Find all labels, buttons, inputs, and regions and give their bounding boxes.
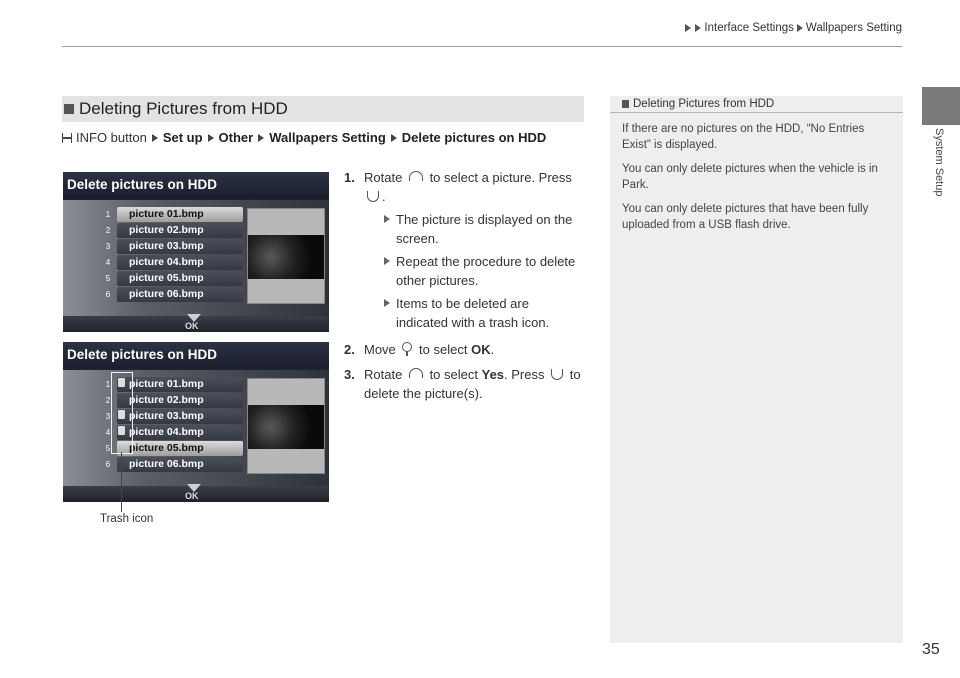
step-note (384, 210, 584, 248)
screenshot-delete-pictures-2 (63, 342, 329, 502)
step-note (384, 252, 584, 290)
step-text-part: Move (364, 342, 396, 357)
step-text-part: . Press (504, 367, 545, 382)
callout-line (121, 452, 122, 512)
note-text: The picture is displayed on the screen. (396, 212, 573, 246)
item-label: picture 02.bmp (117, 223, 243, 238)
item-number: 3 (105, 411, 111, 421)
triangle-right-icon (208, 134, 214, 142)
step-text-part: Rotate (364, 170, 403, 185)
enter-button-icon (551, 369, 563, 380)
step-1 (344, 168, 584, 334)
triangle-right-icon (391, 134, 397, 142)
step-number: 2. (344, 342, 355, 357)
item-number: 1 (105, 209, 111, 219)
triangle-right-icon (695, 24, 701, 32)
section-title: Deleting Pictures from HDD (79, 99, 288, 118)
side-chapter-label: System Setup (933, 128, 945, 197)
page-number: 35 (922, 641, 940, 658)
breadcrumb (684, 22, 902, 34)
path-item: Wallpapers Setting (269, 130, 386, 145)
square-bullet-icon (64, 104, 74, 114)
screen-frame (63, 200, 329, 332)
step-3 (344, 365, 584, 403)
step-2 (344, 340, 584, 359)
note-divider (610, 112, 903, 113)
interface-dial-icon (409, 171, 423, 181)
note-marker-icon (622, 100, 629, 108)
step-text-part: to select (429, 367, 478, 382)
step-text-part: . (382, 189, 386, 204)
item-label: picture 06.bmp (117, 457, 243, 472)
step-text-part: to select (419, 342, 468, 357)
step-number: 3. (344, 367, 355, 382)
item-number: 2 (105, 225, 111, 235)
step-text-part: . (490, 342, 495, 357)
item-number: 1 (105, 379, 111, 389)
triangle-right-icon (384, 299, 390, 307)
breadcrumb-item: Interface Settings (704, 22, 794, 34)
list-item[interactable] (99, 238, 243, 254)
ok-label: OK (471, 342, 491, 357)
path-item: Other (218, 130, 254, 145)
preview-image (248, 235, 324, 279)
note-text: Repeat the procedure to delete other pictures. (396, 254, 576, 288)
item-label: picture 05.bmp (117, 271, 243, 286)
side-tab-marker (922, 87, 960, 125)
item-number: 5 (105, 443, 111, 453)
note-paragraph: You can only delete pictures that have been fully uploaded from a USB flash drive. (622, 203, 869, 231)
step-text-part: Rotate (364, 367, 403, 382)
step-text-part: to delete the picture(s). (364, 367, 581, 401)
list-item[interactable] (99, 286, 243, 302)
item-label: picture 03.bmp (117, 239, 243, 254)
menu-path (62, 128, 584, 147)
item-label: picture 05.bmp (117, 441, 243, 456)
preview-image (248, 405, 324, 449)
item-number: 4 (105, 427, 111, 437)
move-stick-icon (402, 342, 412, 352)
note-paragraph: You can only delete pictures when the vehicle is in Park. (622, 163, 878, 191)
item-label: picture 06.bmp (117, 287, 243, 302)
ok-button[interactable]: OK (185, 491, 199, 501)
list-item[interactable] (99, 206, 243, 222)
item-label: picture 04.bmp (117, 255, 243, 270)
interface-dial-icon (409, 368, 423, 378)
item-number: 3 (105, 241, 111, 251)
screen-frame (63, 370, 329, 502)
triangle-right-icon (685, 24, 691, 32)
trash-icon-highlight (111, 372, 133, 454)
item-number: 2 (105, 395, 111, 405)
item-number: 4 (105, 257, 111, 267)
home-icon (62, 133, 72, 143)
step-text (364, 168, 584, 334)
section-heading (62, 96, 584, 122)
header-divider (62, 46, 902, 47)
side-note-panel (610, 96, 903, 643)
step-text (364, 365, 584, 403)
ok-bar (63, 486, 329, 502)
item-label: picture 01.bmp (117, 377, 243, 392)
picture-preview (247, 378, 325, 474)
item-number: 5 (105, 273, 111, 283)
note-heading (610, 96, 903, 112)
item-label: picture 04.bmp (117, 425, 243, 440)
step-text-part: to select a picture. Press (429, 170, 572, 185)
triangle-right-icon (258, 134, 264, 142)
trash-icon-caption: Trash icon (100, 513, 154, 525)
path-item: Delete pictures on HDD (401, 130, 547, 145)
screenshot-delete-pictures-1 (63, 172, 329, 332)
picture-preview (247, 208, 325, 304)
screen-title: Delete pictures on HDD (63, 172, 329, 198)
note-text: Items to be deleted are indicated with a trash icon. (396, 296, 550, 330)
enter-button-icon (367, 191, 379, 202)
note-paragraph: If there are no pictures on the HDD, “No Entries Exist” is displayed. (622, 123, 865, 151)
triangle-right-icon (797, 24, 803, 32)
triangle-right-icon (384, 215, 390, 223)
step-text (364, 340, 584, 359)
item-label: picture 03.bmp (117, 409, 243, 424)
list-item[interactable] (99, 254, 243, 270)
breadcrumb-item: Wallpapers Setting (805, 22, 902, 34)
triangle-right-icon (384, 257, 390, 265)
ok-button[interactable]: OK (185, 321, 199, 331)
step-note (384, 294, 584, 332)
path-start: INFO button (76, 130, 147, 145)
ok-bar (63, 316, 329, 332)
item-label: picture 01.bmp (117, 207, 243, 222)
picture-list (99, 206, 243, 302)
item-label: picture 02.bmp (117, 393, 243, 408)
instruction-steps (344, 168, 584, 409)
path-item: Set up (162, 130, 203, 145)
list-item[interactable] (99, 222, 243, 238)
note-title: Deleting Pictures from HDD (633, 98, 775, 110)
item-number: 6 (105, 289, 111, 299)
item-number: 6 (105, 459, 111, 469)
screen-title: Delete pictures on HDD (63, 342, 329, 368)
step-number: 1. (344, 170, 355, 185)
yes-label: Yes (481, 367, 505, 382)
triangle-right-icon (152, 134, 158, 142)
list-item[interactable] (99, 270, 243, 286)
